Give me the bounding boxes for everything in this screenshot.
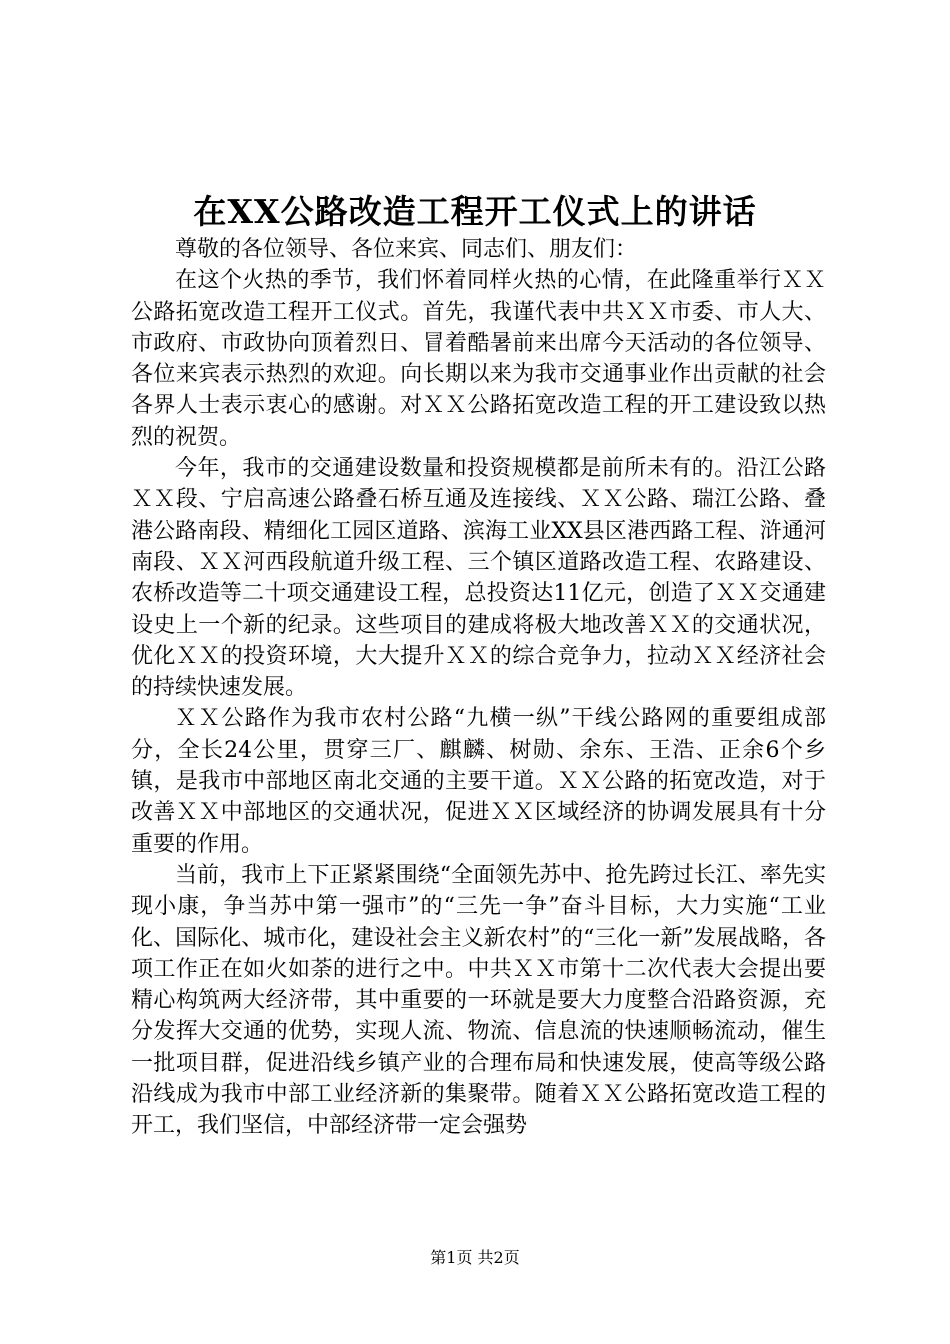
document-body (131, 234, 826, 1142)
page-title: 在XX公路改造工程开工仪式上的讲话 (193, 192, 757, 231)
paragraph: 今年，我市的交通建设数量和投资规模都是前所未有的。沿江公路ＸＸ段、宁启高速公路叠石桥互通及连接线、ＸＸ公路、瑞江公路、叠港公路南段、精细化工园区道路、滨海工业XX县区港西路工程、浒通河南段、ＸＸ河西段航道升级工程、三个镇区道路改造工程、农路建设、农桥改造等二十项交通建设工程，总投资达11亿元，创造了ＸＸ交通建设史上一个新的纪录。这些项目的建成将极大地改善ＸＸ的交通状况，优化ＸＸ的投资环境，大大提升ＸＸ的综合竞争力，拉动ＸＸ经济社会的持续快速发展。 (131, 456, 826, 701)
paragraph-salutation: 尊敬的各位领导、各位来宾、同志们、朋友们： (175, 237, 638, 262)
paragraph: ＸＸ公路作为我市农村公路“九横一纵”干线公路网的重要组成部分，全长24公里，贯穿三厂、麒麟、树勋、余东、王浩、正余6个乡镇，是我市中部地区南北交通的主要干道。ＸＸ公路的拓宽改造，对于改善ＸＸ中部地区的交通状况，促进ＸＸ区域经济的协调发展具有十分重要的作用。 (131, 706, 826, 857)
paragraph: 在这个火热的季节，我们怀着同样火热的心情，在此隆重举行ＸＸ公路拓宽改造工程开工仪式。首先，我谨代表中共ＸＸ市委、市人大、市政府、市政协向顶着烈日、冒着酷暑前来出席今天活动的各位领导、各位来宾表示热烈的欢迎。向长期以来为我市交通事业作出贡献的社会各界人士表示衷心的感谢。对ＸＸ公路拓宽改造工程的开工建设致以热烈的祝贺。 (131, 268, 826, 450)
page-footer: 第1页 共2页 (430, 1248, 520, 1267)
paragraph: 当前，我市上下正紧紧围绕“全面领先苏中、抢先跨过长江、率先实现小康，争当苏中第一强市”的“三先一争”奋斗目标，大力实施“工业化、国际化、城市化，建设社会主义新农村”的“三化一新”发展战略，各项工作正在如火如荼的进行之中。中共ＸＸ市第十二次代表大会提出要精心构筑两大经济带，其中重要的一环就是要大力度整合沿路资源，充分发挥大交通的优势，实现人流、物流、信息流的快速顺畅流动，催生一批项目群，促进沿线乡镇产业的合理布局和快速发展，使高等级公路沿线成为我市中部工业经济新的集聚带。随着ＸＸ公路拓宽改造工程的开工，我们坚信，中部经济带一定会强势 (131, 862, 826, 1139)
